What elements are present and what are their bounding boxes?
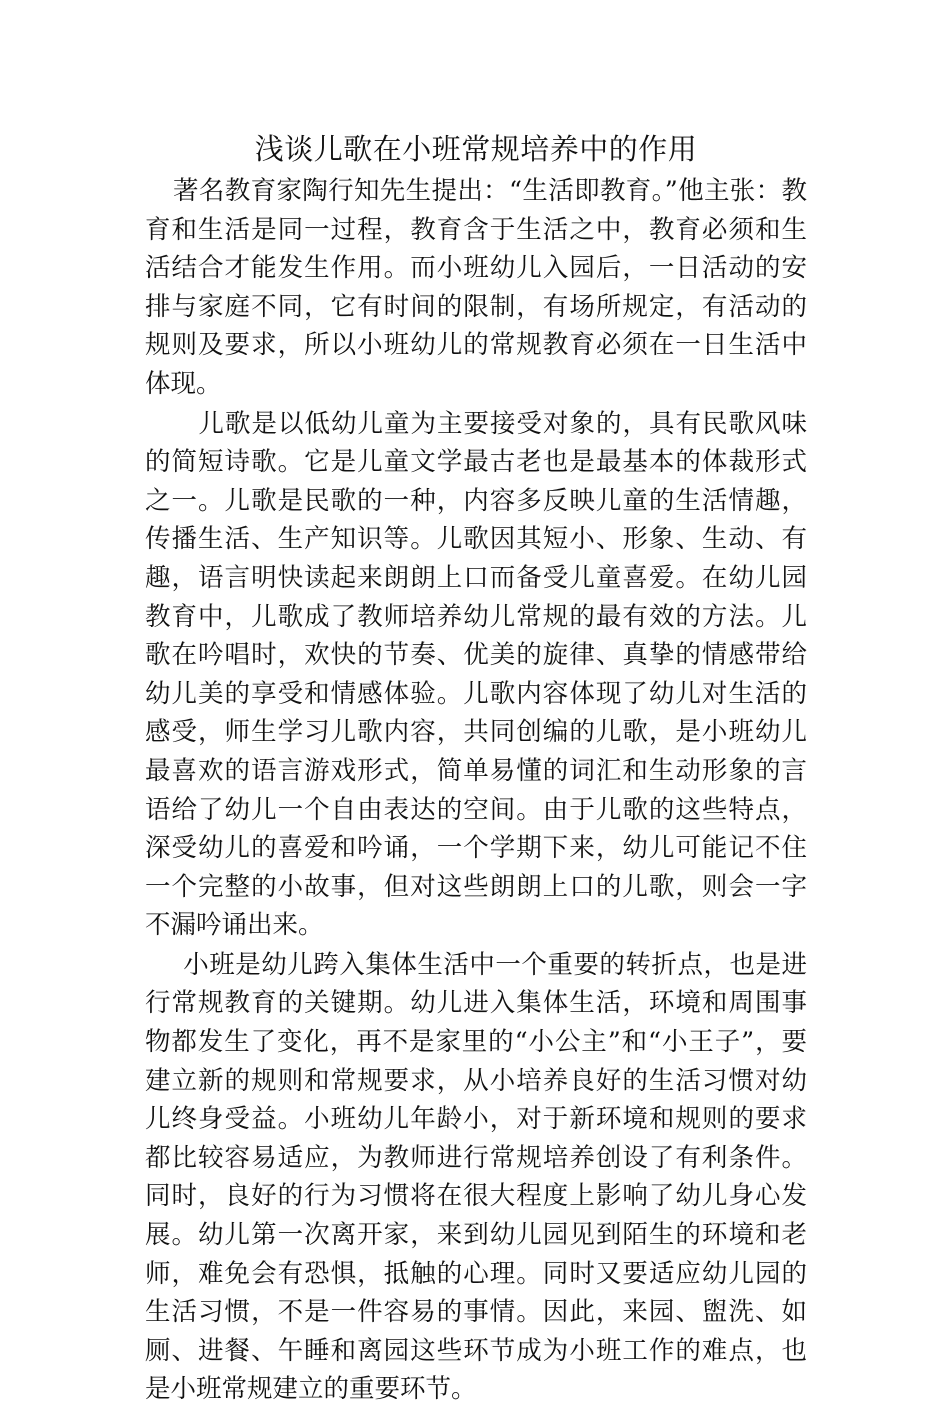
- paragraph-intro: 著名教育家陶行知先生提出：“生活即教育。”他主张：教育和生活是同一过程，教育含于生活之中，教育必须和生活结合才能发生作用。而小班幼儿入园后，一日活动的安排与家庭不同，它有时间的限制，有场所规定，有活动的规则及要求，所以小班幼儿的常规教育必须在一日生活中体现。: [145, 176, 807, 399]
- paragraph-small-class: 小班是幼儿跨入集体生活中一个重要的转折点，也是进行常规教育的关键期。幼儿进入集体生活，环境和周围事物都发生了变化，再不是家里的“小公主”和“小王子”，要建立新的规则和常规要求，从小培养良好的生活习惯对幼儿终身受益。小班幼儿年龄小，对于新环境和规则的要求都比较容易适应，为教师进行常规培养创设了有利条件。同时，良好的行为习惯将在很大程度上影响了幼儿身心发展。幼儿第一次离开家，来到幼儿园见到陌生的环境和老师，难免会有恐惧，抵触的心理。同时又要适应幼儿园的生活习惯，不是一件容易的事情。因此，来园、盥洗、如厕、进餐、午睡和离园这些环节成为小班工作的难点，也是小班常规建立的重要环节。: [145, 949, 807, 1405]
- document-page: [145, 128, 807, 1409]
- document-title: 浅谈儿歌在小班常规培养中的作用: [254, 132, 698, 166]
- paragraph-nursery-rhymes: 儿歌是以低幼儿童为主要接受对象的，具有民歌风味的简短诗歌。它是儿童文学最古老也是最基本的体裁形式之一。儿歌是民歌的一种，内容多反映儿童的生活情趣，传播生活、生产知识等。儿歌因其短小、形象、生动、有趣，语言明快读起来朗朗上口而备受儿童喜爱。在幼儿园教育中，儿歌成了教师培养幼儿常规的最有效的方法。儿歌在吟唱时，欢快的节奏、优美的旋律、真挚的情感带给幼儿美的享受和情感体验。儿歌内容体现了幼儿对生活的感受，师生学习儿歌内容，共同创编的儿歌，是小班幼儿最喜欢的语言游戏形式，简单易懂的词汇和生动形象的言语给了幼儿一个自由表达的空间。由于儿歌的这些特点，深受幼儿的喜爱和吟诵，一个学期下来，幼儿可能记不住一个完整的小故事，但对这些朗朗上口的儿歌，则会一字不漏吟诵出来。: [145, 408, 807, 941]
